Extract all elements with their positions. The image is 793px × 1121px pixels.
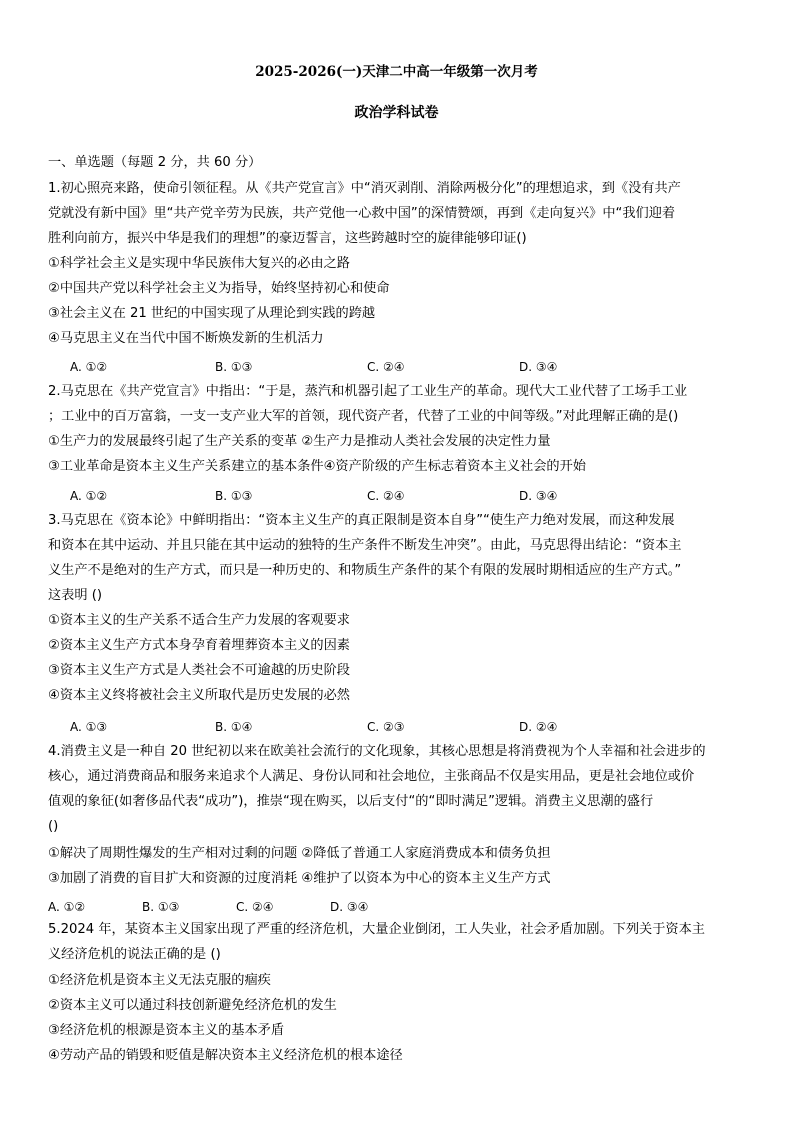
question-1-item-4: ④马克思主义在当代中国不断焕发新的生机活力 bbox=[48, 331, 324, 346]
question-4-option-d: D. ③④ bbox=[330, 900, 369, 914]
question-3-option-a: A. ①③ bbox=[70, 720, 108, 734]
question-4-item-2: ③加剧了消费的盲目扩大和资源的过度消耗 ④维护了以资本为中心的资本主义生产方式 bbox=[48, 871, 551, 886]
question-4-option-c: C. ②④ bbox=[236, 900, 274, 914]
question-4-item-1: ①解决了周期性爆发的生产相对过剩的问题 ②降低了普通工人家庭消费成本和债务负担 bbox=[48, 846, 551, 861]
question-5-stem-line-2: 义经济危机的说法正确的是 () bbox=[48, 947, 221, 962]
question-1-item-1: ①科学社会主义是实现中华民族伟大复兴的必由之路 bbox=[48, 256, 350, 271]
question-5-item-2: ②资本主义可以通过科技创新避免经济危机的发生 bbox=[48, 998, 337, 1013]
question-4-stem-line-4: () bbox=[48, 819, 59, 834]
question-1-option-c: C. ②④ bbox=[367, 360, 405, 374]
question-2-stem-line-1: 2.马克思在《共产党宣言》中指出：“于是，蒸汽和机器引起了工业生产的革命。现代大工业代替了工场手工业 bbox=[48, 384, 688, 399]
question-3-option-b: B. ①④ bbox=[215, 720, 253, 734]
question-4-option-b: B. ①③ bbox=[142, 900, 180, 914]
exam-title: 2025-2026(一)天津二中高一年级第一次月考 bbox=[255, 64, 538, 80]
question-3-item-4: ④资本主义终将被社会主义所取代是历史发展的必然 bbox=[48, 688, 350, 703]
question-4-stem-line-1: 4.消费主义是一种自 20 世纪初以来在欧美社会流行的文化现象，其核心思想是将消费视为个人幸福和社会进步的 bbox=[48, 744, 706, 759]
question-1-option-a: A. ①② bbox=[70, 360, 108, 374]
question-1-option-b: B. ①③ bbox=[215, 360, 253, 374]
question-5-item-1: ①经济危机是资本主义无法克服的痼疾 bbox=[48, 973, 271, 988]
question-3-stem-line-3: 义生产不是绝对的生产方式，而只是一种历史的、和物质生产条件的某个有限的发展时期相适应的生产方式。” bbox=[48, 563, 682, 578]
exam-subtitle: 政治学科试卷 bbox=[354, 105, 439, 121]
question-4-stem-line-3: 值观的象征(如奢侈品代表“成功”)，推崇“现在购买，以后支付“的“即时满足”逻辑。消费主义思潮的盛行 bbox=[48, 794, 654, 809]
question-1-item-2: ②中国共产党以科学社会主义为指导，始终坚持初心和使命 bbox=[48, 281, 390, 296]
question-1-item-3: ③社会主义在 21 世纪的中国实现了从理论到实践的跨越 bbox=[48, 306, 376, 321]
question-2-option-a: A. ①② bbox=[70, 489, 108, 503]
question-5-item-4: ④劳动产品的销毁和贬值是解决资本主义经济危机的根本途径 bbox=[48, 1048, 403, 1063]
question-2-item-2: ③工业革命是资本主义生产关系建立的基本条件④资产阶级的产生标志着资本主义社会的开始 bbox=[48, 459, 586, 474]
question-3-item-1: ①资本主义的生产关系不适合生产力发展的客观要求 bbox=[48, 613, 350, 628]
question-2-stem-line-2: ；工业中的百万富翁，一支一支产业大军的首领，现代资产者，代替了工业的中间等级。”对此理解正确的是() bbox=[48, 409, 679, 424]
question-3-item-2: ②资本主义生产方式本身孕育着埋葬资本主义的因素 bbox=[48, 638, 350, 653]
question-3-item-3: ③资本主义生产方式是人类社会不可逾越的历史阶段 bbox=[48, 663, 350, 678]
question-5-stem-line-1: 5.2024 年，某资本主义国家出现了严重的经济危机，大量企业倒闭，工人失业，社会矛盾加剧。下列关于资本主 bbox=[48, 922, 705, 937]
question-3-stem-line-1: 3.马克思在《资本论》中鲜明指出：“资本主义生产的真正限制是资本自身”“使生产力绝对发展，而这种发展 bbox=[48, 513, 675, 528]
question-1-option-d: D. ③④ bbox=[519, 360, 558, 374]
question-1-stem-line-1: 1.初心照亮来路，使命引领征程。从《共产党宣言》中“消灭剥削、消除两极分化”的理想追求，到《没有共产 bbox=[48, 181, 681, 196]
question-4-stem-line-2: 核心，通过消费商品和服务来追求个人满足、身份认同和社会地位，主张商品不仅是实用品，更是社会地位或价 bbox=[48, 769, 695, 784]
question-2-item-1: ①生产力的发展最终引起了生产关系的变革 ②生产力是推动人类社会发展的决定性力量 bbox=[48, 434, 551, 449]
question-3-stem-line-4: 这表明 () bbox=[48, 588, 103, 603]
question-2-option-d: D. ③④ bbox=[519, 489, 558, 503]
question-4-option-a: A. ①② bbox=[48, 900, 86, 914]
question-5-item-3: ③经济危机的根源是资本主义的基本矛盾 bbox=[48, 1023, 285, 1038]
question-3-stem-line-2: 和资本在其中运动、并且只能在其中运动的独特的生产条件不断发生冲突”。由此，马克思得出结论：“资本主 bbox=[48, 538, 682, 553]
question-3-option-c: C. ②③ bbox=[367, 720, 405, 734]
question-2-option-c: C. ②④ bbox=[367, 489, 405, 503]
question-1-stem-line-2: 党就没有新中国》里“共产党辛劳为民族，共产党他一心救中国”的深情赞颂，再到《走向复兴》中“我们迎着 bbox=[48, 206, 676, 221]
section-heading: 一、单选题（每题 2 分，共 60 分） bbox=[48, 155, 262, 170]
question-2-option-b: B. ①③ bbox=[215, 489, 253, 503]
question-3-option-d: D. ②④ bbox=[519, 720, 558, 734]
question-1-stem-line-3: 胜利向前方，振兴中华是我们的理想”的豪迈誓言，这些跨越时空的旋律能够印证() bbox=[48, 231, 527, 246]
